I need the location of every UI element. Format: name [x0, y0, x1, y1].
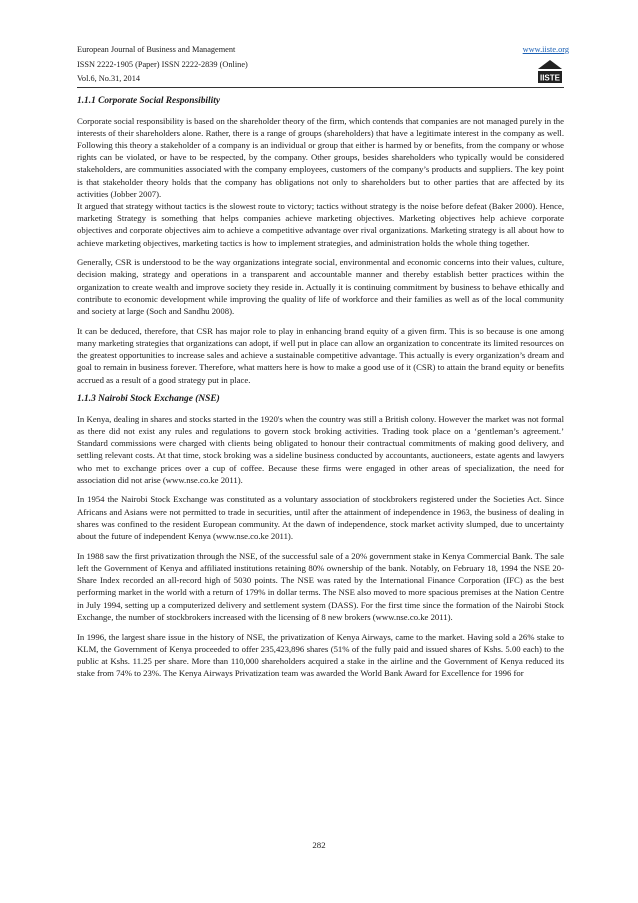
- paragraph: In 1988 saw the first privatization through the NSE, of the successful sale of a 20% government stake in Kenya Commercial Bank. The sale left the Government of Kenya and affiliated institutions retaining 80% ownership of the bank. Notably, on February 18, 1994 the NSE 20-Share Index recorded an all-record high of 5030 points. The NSE was rated by the International Finance Corporation (IFC) as the best performing market in the world with a return of 179% in dollar terms. The NSE also moved to more spacious premises at the Nation Centre in July 1994, setting up a computerized delivery and settlement system (DASS). For the first time since the formation of the Nairobi Stock Exchange, the number of stockbrokers increased with the licensing of 8 new brokers (www.nse.co.ke 2011).: [77, 550, 564, 622]
- journal-url-link[interactable]: www.iiste.org: [522, 45, 569, 54]
- paragraph: In 1954 the Nairobi Stock Exchange was constituted as a voluntary association of stockbrokers registered under the Societies Act. Since Africans and Asians were not permitted to trade in securities, until after the attainment of independence in 1963, the business of dealing in shares was confined to the resident European community. At the dawn of independence, stock market activity slumped, due to uncertainty about the future of independent Kenya (www.nse.co.ke 2011).: [77, 494, 564, 542]
- header-divider: [77, 87, 564, 88]
- paragraph: It argued that strategy without tactics is the slowest route to victory; tactics without strategy is the noise before defeat (Baker 2000). Hence, marketing Strategy is something that helps companies achieve marketing objectives. Marketing objectives help achieve corporate objectives and corporate objectives aim to achieve a competitive advantage over rival organizations. Marketing strategy is all about how to achieve marketing objectives, marketing tactics is how to implement strategies, and administration holds the whole thing together.: [77, 200, 564, 248]
- paragraph: Generally, CSR is understood to be the way organizations integrate social, environmental and economic concerns into their values, culture, decision making, strategy and operations in a transparent and accountable manner and thereby establish better practices within the organization to create wealth and improve society they reside in. Actually it is continuing commitment by business to behave ethically and contribute to economic development while improving the quality of life of workforce and their families as well as of the local community and society at large (Soch and Sandhu 2008).: [77, 257, 564, 317]
- section-title-nse: 1.1.3 Nairobi Stock Exchange (NSE): [77, 394, 220, 405]
- journal-header: [77, 43, 577, 87]
- main-content: [77, 95, 564, 679]
- paragraph: Corporate social responsibility is based on the shareholder theory of the firm, which contends that companies are not managed purely in the interests of their shareholders alone. Rather, there is a range of groups (shareholders) that have a legitimate interest in the company as well. Following this theory a stakeholder of a company is an individual or group that either is harmed by or benefits, from the company or whose rights can be violated, or have to be respected, by the company. Other groups, besides shareholders who typically would be considered stakeholders, are communities associated with the company employees, customers of the company’s products and suppliers. The key point is that stakeholder theory holds that the company has obligations not only to shareholders but to other parties that are affected by its activities (Jobber 2007).: [77, 115, 564, 199]
- logo-text: IISTE: [539, 73, 561, 83]
- section-title-csr: 1.1.1 Corporate Social Responsibility: [77, 96, 220, 106]
- journal-name: European Journal of Business and Management: [77, 45, 236, 54]
- paragraph: In Kenya, dealing in shares and stocks started in the 1920's when the country was still a British colony. However the market was not formal as there did not exist any rules and regulations to govern stock broking activities. Trading took place on a ‘gentleman’s agreement.’ Standard commissions were charged with clients being obligated to honour their contractual commitments of making good delivery, and settling relevant costs. At that time, stock broking was a sideline business conducted by accountants, auctioneers, estate agents and lawyers who met to exchange prices over a cup of coffee. Because these firms were engaged in other areas of specialization, the need for association did not arise (www.nse.co.ke 2011).: [77, 413, 564, 485]
- iiste-logo-icon: [536, 58, 564, 84]
- journal-volume: Vol.6, No.31, 2014: [77, 74, 140, 83]
- journal-issn: ISSN 2222-1905 (Paper) ISSN 2222-2839 (Online): [77, 59, 248, 69]
- paragraph: It can be deduced, therefore, that CSR has major role to play in enhancing brand equity of a given firm. This is so because is one among many marketing strategies that organizations can adopt, if well put in place can allow an organization to concentrate its limited resources on the greatest opportunities to increase sales and achieve a sustainable competitive advantage. This actually is every organization’s dream and goal to remain in business forever. Therefore, what matters here is how to make a good use of it (CSR) to attain the brand equity or benefits accrued as a result of a good strategy put in place.: [77, 325, 564, 385]
- page-number: 282: [312, 840, 326, 850]
- paragraph: In 1996, the largest share issue in the history of NSE, the privatization of Kenya Airways, came to the market. Having sold a 26% stake to KLM, the Government of Kenya proceeded to offer 235,423,896 shares (51% of the fully paid and issued shares of Kshs. 5.00 each) to the public at Kshs. 11.25 per share. More than 110,000 shareholders acquired a stake in the airline and the Government of Kenya reduced its stake from 74% to 23%. The Kenya Airways Privatization team was awarded the World Bank Award for Excellence for 1996 for: [77, 631, 564, 679]
